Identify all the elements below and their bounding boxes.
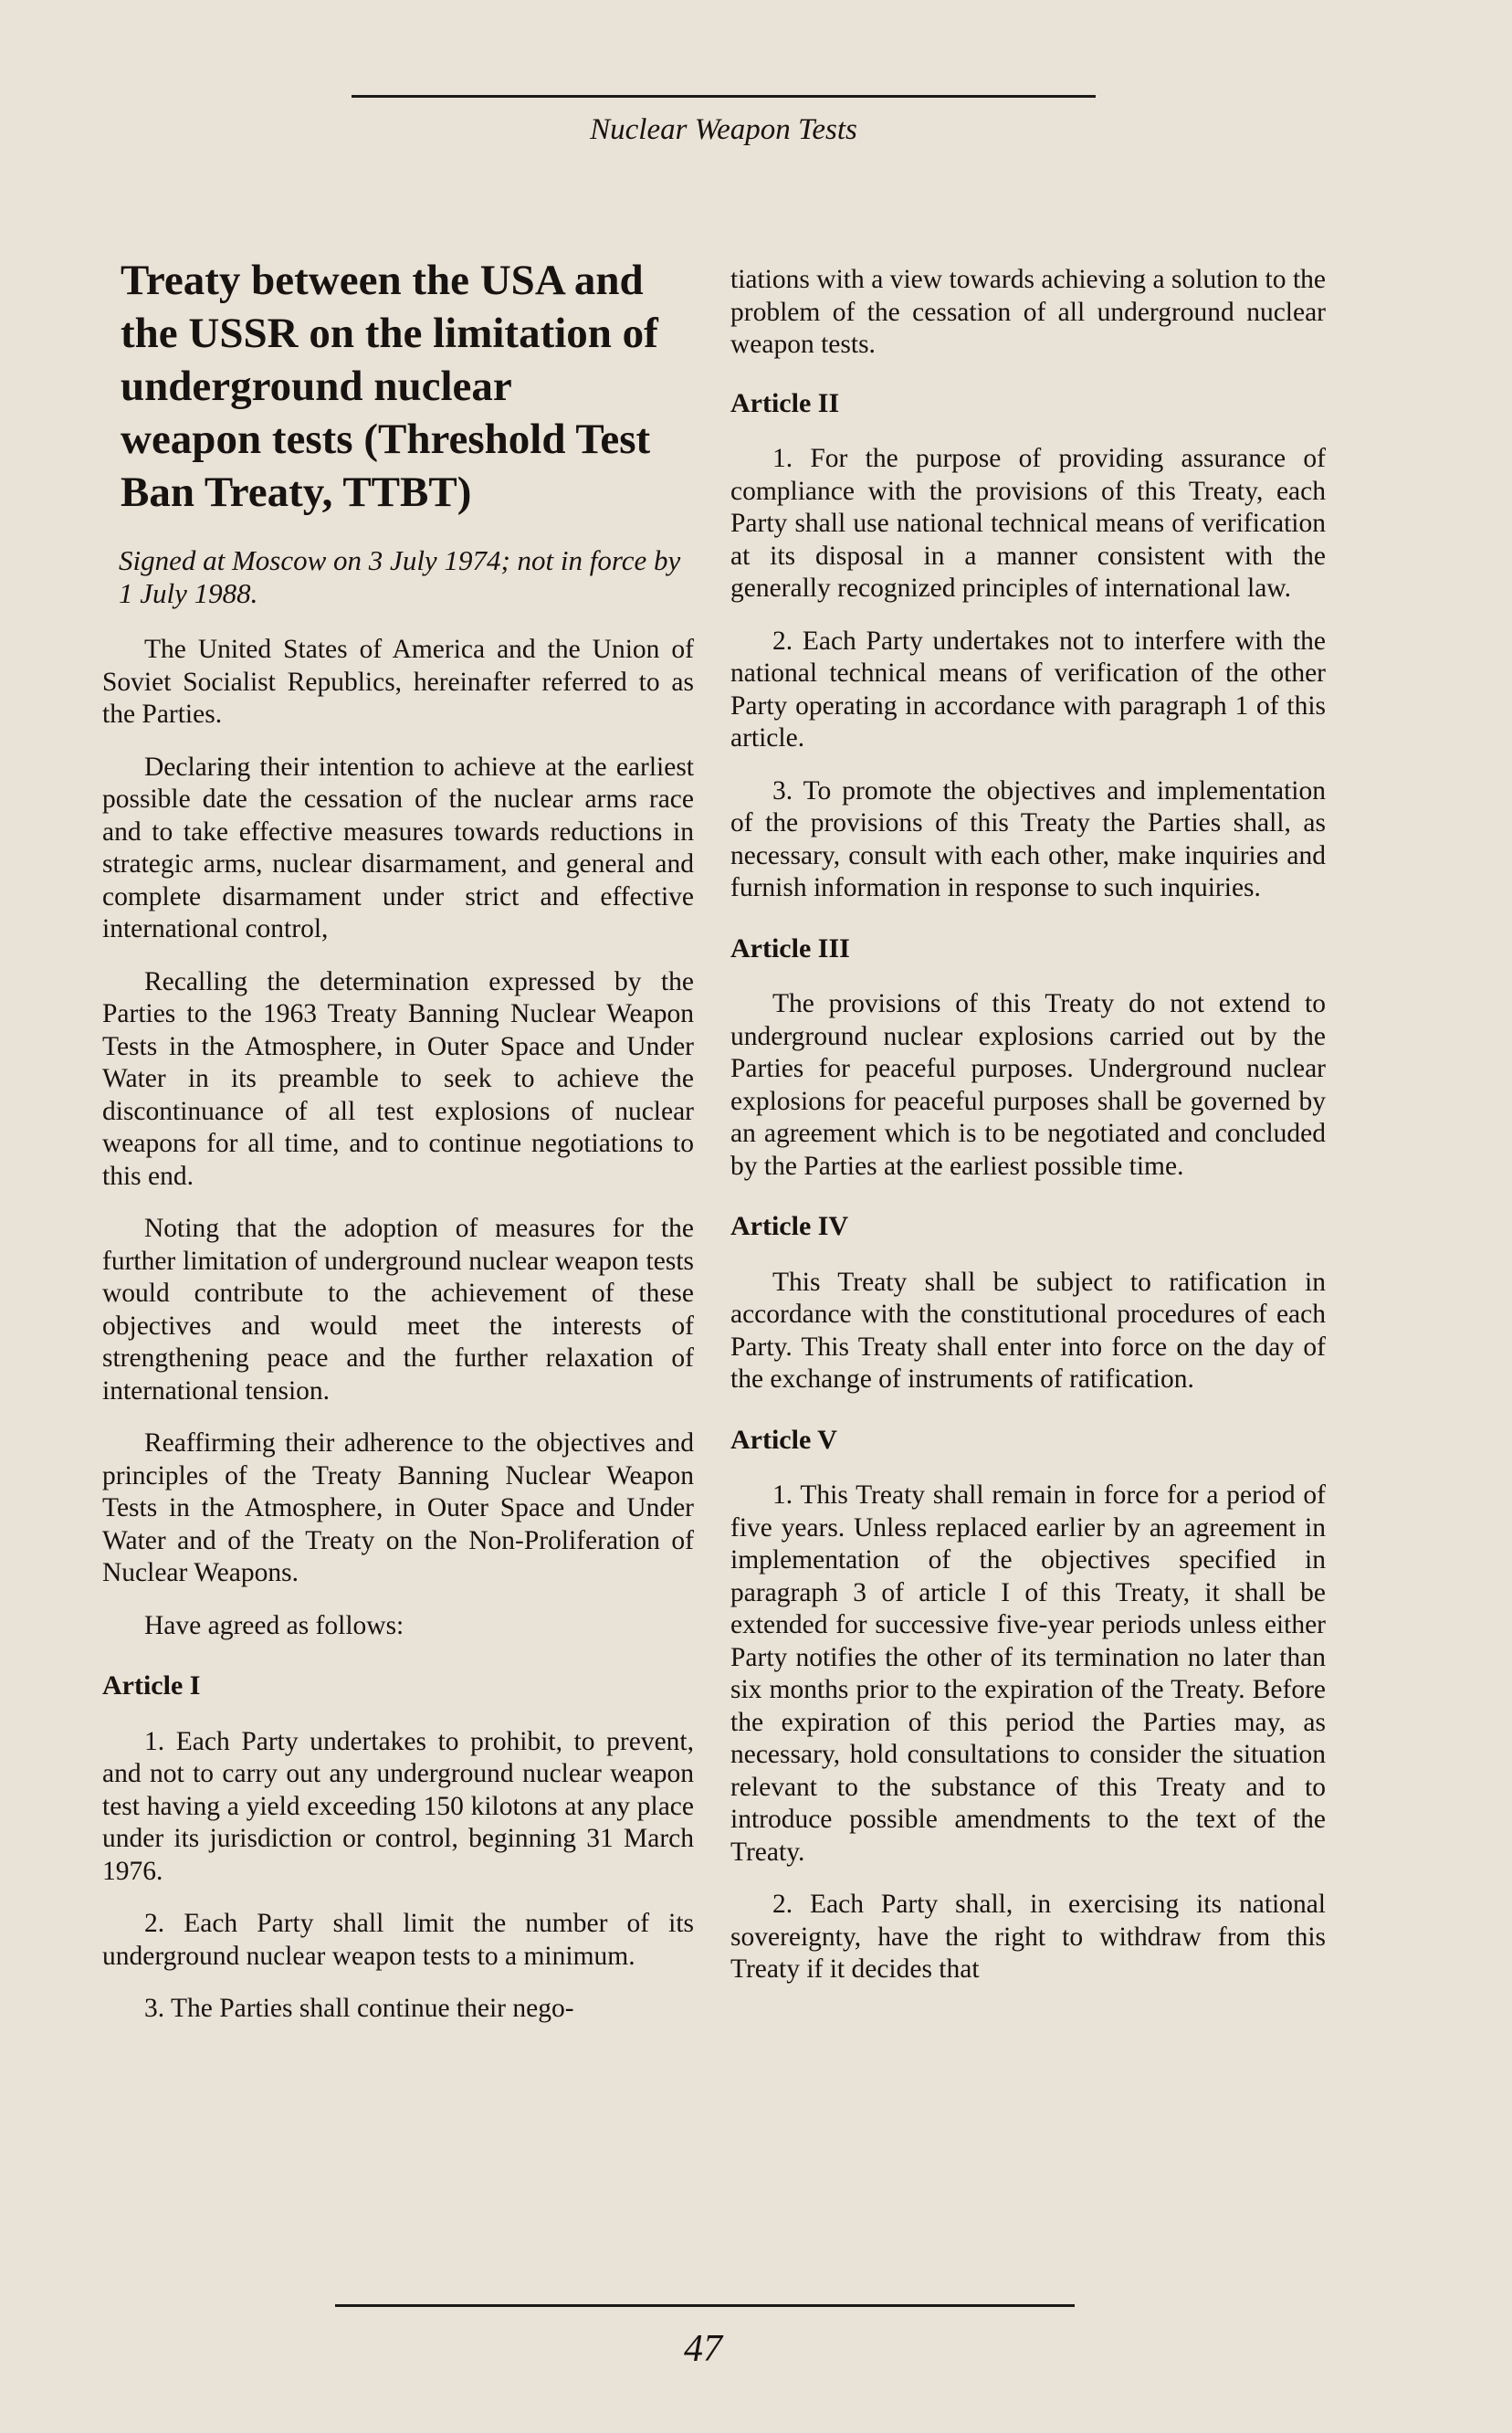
footer-rule xyxy=(335,2304,1075,2307)
article-paragraph: 2. Each Party undertakes not to interfere with the national technical means of verification of the other Party operating in accordance with paragraph 1 of this article. xyxy=(730,626,1326,753)
preamble-paragraph: Reaffirming their adherence to the objectives and principles of the Treaty Banning Nuclear Weapon Tests in the Atmosphere, in Outer Space and Under Water and of the Treaty on the Non-Proliferation of Nuclear Weapons. xyxy=(102,1428,694,1587)
article-heading: Article III xyxy=(730,932,850,964)
article-heading: Article I xyxy=(102,1670,201,1701)
article-paragraph: 3. To promote the objectives and implementation of the provisions of this Treaty the Parties shall, as necessary, consult with each other, make inquiries and furnish information in response to such inquiries. xyxy=(730,775,1326,902)
header-rule xyxy=(352,95,1096,98)
article-paragraph: 1. Each Party undertakes to prohibit, to prevent, and not to carry out any underground nuclear weapon test having a yield exceeding 150 kilotons at any place under its jurisdiction or control, beginning 31 March 1976. xyxy=(102,1726,694,1886)
article-paragraph: 1. For the purpose of providing assurance of compliance with the provisions of this Treaty, each Party shall use national technical means of verification at its disposal in a manner consistent with the generally recognized principles of international law. xyxy=(730,444,1326,603)
signing-note: Signed at Moscow on 3 July 1974; not in force by 1 July 1988. xyxy=(119,544,681,609)
preamble-paragraph: Declaring their intention to achieve at the earliest possible date the cessation of the nuclear arms race and to take effective measures towards reductions in strategic arms, nuclear disarmament, and general and complete disarmament under strict and effective international control, xyxy=(102,752,694,943)
article-paragraph: 3. The Parties shall continue their nego- xyxy=(144,1994,574,2023)
article-paragraph-continuation: tiations with a view towards achieving a solution to the problem of the cessation of all underground nuclear weapon tests. xyxy=(730,265,1326,359)
treaty-title: Treaty between the USA and the USSR on the limitation of underground nuclear weapon tests (Threshold Test Ban Treaty, TTBT) xyxy=(121,257,658,516)
right-column xyxy=(730,264,1326,2006)
article-paragraph: 2. Each Party shall limit the number of its underground nuclear weapon tests to a minimum. xyxy=(102,1909,694,1971)
article-paragraph: 1. This Treaty shall remain in force for a period of five years. Unless replaced earlier by an agreement in implementation of the objectives specified in paragraph 3 of article I of this Treaty, it shall be extended for successive five-year periods unless either Party notifies the other of its termination no later than six months prior to the expiration of the Treaty. Before the expiration of this period the Parties may, as necessary, hold consultations to consider the situation relevant to the substance of this Treaty and to introduce possible amendments to the text of the Treaty. xyxy=(730,1480,1326,1867)
preamble-paragraph: Have agreed as follows: xyxy=(144,1610,404,1640)
running-head: Nuclear Weapon Tests xyxy=(590,113,857,146)
article-heading: Article IV xyxy=(730,1211,849,1241)
page-number: 47 xyxy=(684,2328,722,2370)
preamble-paragraph: Noting that the adoption of measures for the further limitation of underground nuclear weapon tests would contribute to the achievement of these objectives and would meet the interests of strengthening peace and the further relaxation of international tension. xyxy=(102,1214,694,1406)
preamble-paragraph: Recalling the determination expressed by the Parties to the 1963 Treaty Banning Nuclear Weapon Tests in the Atmosphere, in Outer Space and Under Water in its preamble to seek to achieve the discontinuance of all test explosions of nuclear weapons for all time, and to continue negotiations to this end. xyxy=(102,966,694,1191)
left-column xyxy=(102,254,694,2046)
article-paragraph: 2. Each Party shall, in exercising its national sovereignty, have the right to withdraw from this Treaty if it decides that xyxy=(730,1890,1326,1984)
preamble-paragraph: The United States of America and the Union of Soviet Socialist Republics, hereinafter referred to as the Parties. xyxy=(102,635,694,729)
article-heading: Article II xyxy=(730,387,840,418)
article-paragraph: This Treaty shall be subject to ratification in accordance with the constitutional procedures of each Party. This Treaty shall enter into force on the day of the exchange of instruments of ratification. xyxy=(730,1267,1326,1394)
article-paragraph: The provisions of this Treaty do not extend to underground nuclear explosions carried out by the Parties for peaceful purposes. Underground nuclear explosions for peaceful purposes shall be governed by an agreement which is to be negotiated and concluded by the Parties at the earliest possible time. xyxy=(730,989,1326,1181)
article-heading: Article V xyxy=(730,1424,837,1455)
